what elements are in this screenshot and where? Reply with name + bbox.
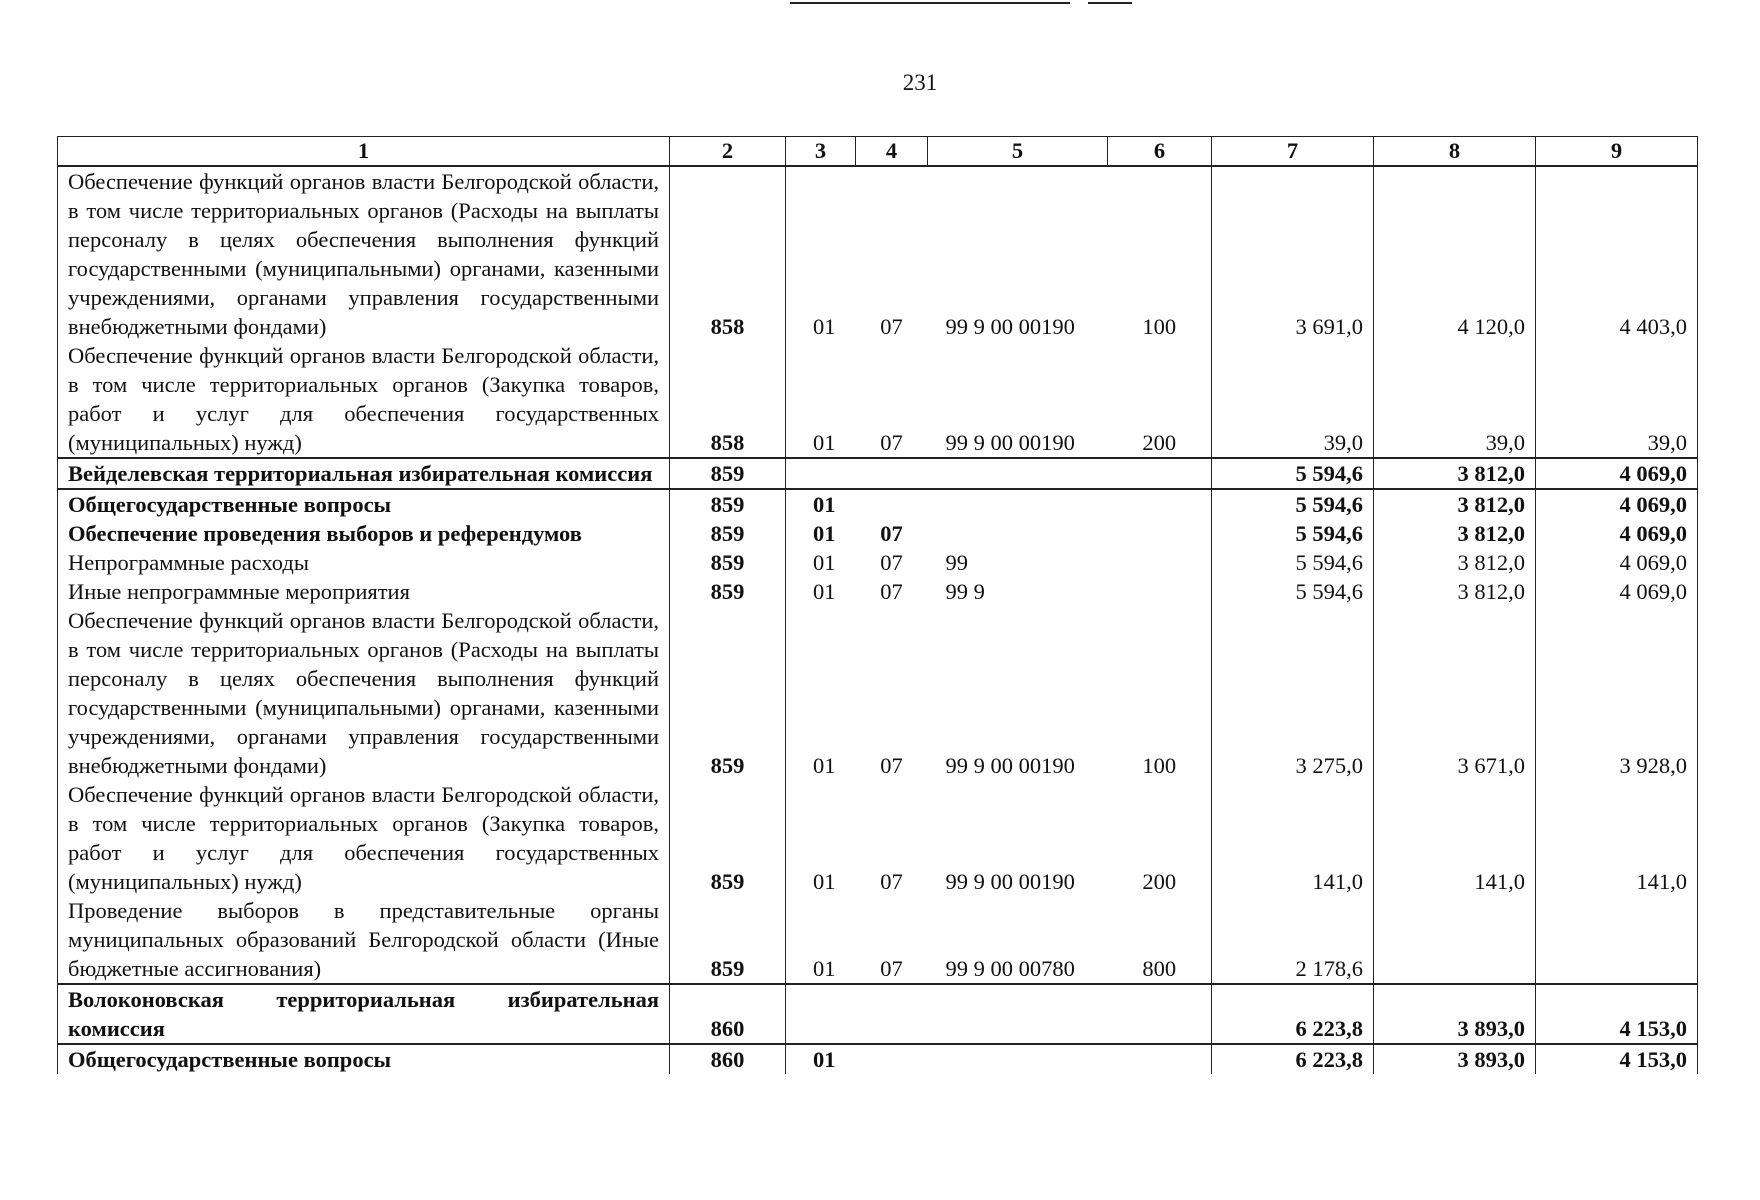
budget-table [57,136,1698,1074]
section-code: 01 [786,489,856,519]
target-article-code [928,984,1108,1044]
row-name: Обеспечение функций органов власти Белгородской области, в том числе территориальных органов (Закупка товаров, работ и услуг для обеспечения государственных (муниципальных) нужд) [58,780,670,896]
table-body [58,166,1698,1074]
subsection-code: 07 [880,956,903,981]
target-article-code [928,489,1108,519]
target-article-code: 99 9 00 00190 [945,430,1075,455]
amount-col-7: 3 275,0 [1212,606,1374,780]
amount-col-9: 4 069,0 [1536,548,1698,577]
row-name: Иные непрограммные мероприятия [58,577,670,606]
expense-type-code: 100 [1108,606,1212,780]
table-row [58,606,1698,780]
amount-col-7: 2 178,6 [1212,896,1374,984]
target-article-code: 99 9 00 00190 [945,869,1075,894]
amount-col-8 [1374,896,1536,984]
section-code: 01 [813,314,836,339]
table-row [58,577,1698,606]
amount-col-7: 5 594,6 [1212,548,1374,577]
row-name: Непрограммные расходы [58,548,670,577]
subsection-code [856,984,928,1044]
table-row [58,489,1698,519]
row-name: Волоконовская территориальная избирательная комиссия [58,984,670,1044]
table-row [58,458,1698,489]
ministry-code: 859 [670,896,786,984]
target-article-code: 99 [945,550,968,575]
expense-type-code: 200 [1108,780,1212,896]
table-row [58,984,1698,1044]
section-code: 01 [813,521,836,546]
section-code: 01 [813,579,836,604]
column-header-3: 3 [786,137,856,167]
column-header-7: 7 [1212,137,1374,167]
expense-type-code [1108,548,1212,577]
expense-type-code [1108,489,1212,519]
header-row [58,137,1698,167]
amount-col-7: 6 223,8 [1212,984,1374,1044]
amount-col-7: 39,0 [1212,341,1374,458]
expense-type-code: 100 [1108,166,1212,341]
amount-col-9: 4 069,0 [1536,489,1698,519]
row-name: Общегосударственные вопросы [58,1044,670,1074]
column-header-4: 4 [856,137,928,167]
subsection-code: 07 [880,579,903,604]
amount-col-9: 4 153,0 [1536,1044,1698,1074]
amount-col-8: 3 893,0 [1374,984,1536,1044]
section-code [786,458,856,489]
top-rule [790,2,1070,4]
section-code: 01 [786,1044,856,1074]
row-name: Обеспечение проведения выборов и референдумов [58,519,670,548]
ministry-code: 859 [670,577,786,606]
amount-col-8: 3 812,0 [1374,577,1536,606]
target-article-code [928,1044,1108,1074]
subsection-code: 07 [880,430,903,455]
subsection-code: 07 [880,550,903,575]
expense-type-code [1108,458,1212,489]
row-name: Проведение выборов в представительные органы муниципальных образований Белгородской области (Иные бюджетные ассигнования) [58,896,670,984]
table-row [58,1044,1698,1074]
ministry-code: 859 [670,489,786,519]
table-row [58,548,1698,577]
amount-col-9: 4 069,0 [1536,519,1698,548]
expense-type-code [1108,1044,1212,1074]
target-article-code [928,458,1108,489]
page-number: 231 [902,70,938,95]
amount-col-7: 5 594,6 [1212,458,1374,489]
table-row [58,896,1698,984]
amount-col-8: 3 812,0 [1374,519,1536,548]
amount-col-9: 39,0 [1536,341,1698,458]
ministry-code: 859 [670,780,786,896]
amount-col-8: 3 812,0 [1374,458,1536,489]
amount-col-9 [1536,896,1698,984]
column-header-1: 1 [58,137,670,167]
expense-type-code: 200 [1108,341,1212,458]
ministry-code: 860 [670,984,786,1044]
amount-col-9: 4 069,0 [1536,577,1698,606]
subsection-code [856,1044,928,1074]
section-code: 01 [813,550,836,575]
column-header-8: 8 [1374,137,1536,167]
column-header-5: 5 [928,137,1108,167]
amount-col-8: 4 120,0 [1374,166,1536,341]
ministry-code: 858 [670,166,786,341]
amount-col-7: 5 594,6 [1212,519,1374,548]
amount-col-9: 3 928,0 [1536,606,1698,780]
target-article-code: 99 9 00 00780 [945,956,1075,981]
amount-col-8: 3 812,0 [1374,548,1536,577]
amount-col-9: 4 069,0 [1536,458,1698,489]
amount-col-8: 39,0 [1374,341,1536,458]
expense-type-code [1108,577,1212,606]
subsection-code: 07 [880,314,903,339]
row-name: Вейделевская территориальная избирательная комиссия [58,458,670,489]
ministry-code: 859 [670,519,786,548]
target-article-code: 99 9 00 00190 [945,753,1075,778]
amount-col-9: 4 153,0 [1536,984,1698,1044]
row-name: Обеспечение функций органов власти Белгородской области, в том числе территориальных органов (Расходы на выплаты персоналу в целях обеспечения выполнения функций государственными (муниципальными) органами, казенными учреждениями, органами управления государственными внебюджетными фондами) [58,606,670,780]
section-code: 01 [813,869,836,894]
expense-type-code [1108,519,1212,548]
section-code: 01 [813,956,836,981]
section-code: 01 [813,430,836,455]
ministry-code: 859 [670,606,786,780]
target-article-code: 99 9 00 00190 [945,314,1075,339]
table-row [58,166,1698,341]
subsection-code [856,458,928,489]
column-header-9: 9 [1536,137,1698,167]
amount-col-7: 141,0 [1212,780,1374,896]
subsection-code: 07 [880,753,903,778]
expense-type-code: 800 [1108,896,1212,984]
amount-col-8: 3 812,0 [1374,489,1536,519]
row-name: Обеспечение функций органов власти Белгородской области, в том числе территориальных органов (Расходы на выплаты персоналу в целях обеспечения выполнения функций государственными (муниципальными) органами, казенными учреждениями, органами управления государственными внебюджетными фондами) [58,166,670,341]
target-article-code: 99 9 [945,579,985,604]
column-header-6: 6 [1108,137,1212,167]
table-row [58,341,1698,458]
table-row [58,780,1698,896]
column-header-2: 2 [670,137,786,167]
top-rule-short [1088,2,1132,4]
target-article-code [928,519,1108,548]
amount-col-8: 3 893,0 [1374,1044,1536,1074]
amount-col-8: 141,0 [1374,780,1536,896]
ministry-code: 858 [670,341,786,458]
amount-col-7: 5 594,6 [1212,489,1374,519]
amount-col-7: 5 594,6 [1212,577,1374,606]
ministry-code: 860 [670,1044,786,1074]
amount-col-9: 141,0 [1536,780,1698,896]
subsection-code [856,489,928,519]
expense-type-code [1108,984,1212,1044]
subsection-code: 07 [880,869,903,894]
amount-col-7: 6 223,8 [1212,1044,1374,1074]
amount-col-9: 4 403,0 [1536,166,1698,341]
amount-col-7: 3 691,0 [1212,166,1374,341]
row-name: Обеспечение функций органов власти Белгородской области, в том числе территориальных органов (Закупка товаров, работ и услуг для обеспечения государственных (муниципальных) нужд) [58,341,670,458]
ministry-code: 859 [670,458,786,489]
section-code [786,984,856,1044]
amount-col-8: 3 671,0 [1374,606,1536,780]
section-code: 01 [813,753,836,778]
ministry-code: 859 [670,548,786,577]
table-row [58,519,1698,548]
row-name: Общегосударственные вопросы [58,489,670,519]
subsection-code: 07 [880,521,903,546]
